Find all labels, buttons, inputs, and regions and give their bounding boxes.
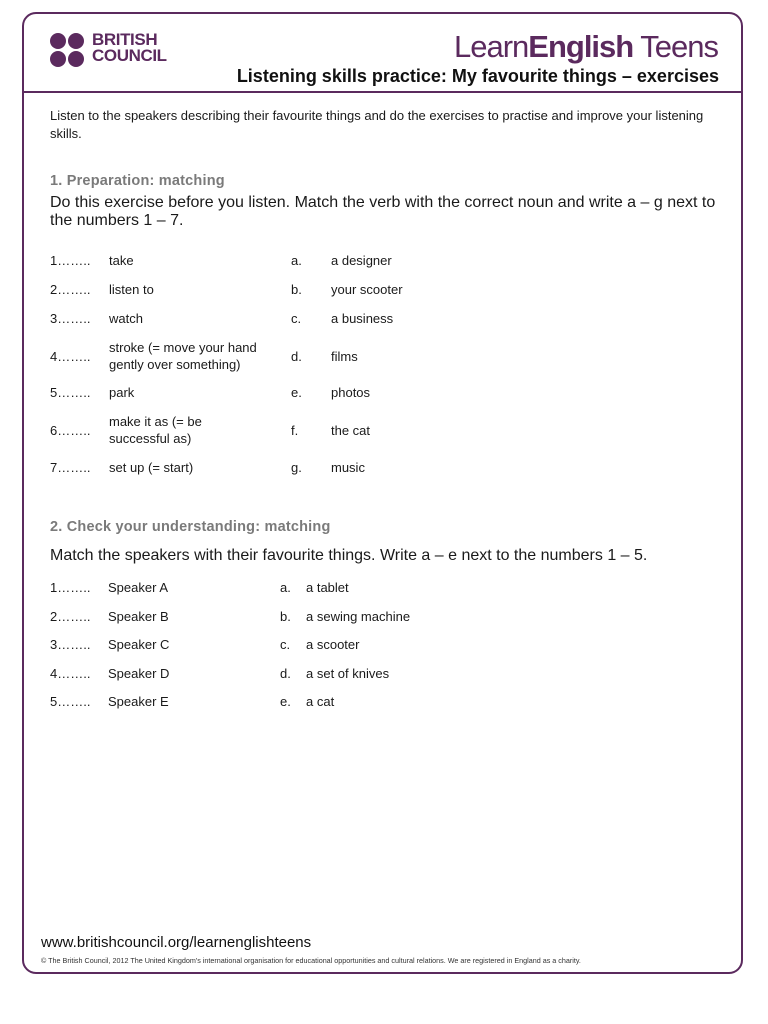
answer-blank: 3…….. bbox=[50, 637, 91, 652]
section-2 bbox=[50, 519, 720, 565]
footer-copyright: © The British Council, 2012 The United Kingdom's international organisation for educational opportunities and cultural relations. We are registered in England as a charity. bbox=[41, 956, 581, 965]
option-letter: a. bbox=[291, 253, 302, 268]
brand-line-1: BRITISH bbox=[92, 30, 158, 49]
speaker-name: Speaker A bbox=[108, 580, 168, 595]
noun-option: your scooter bbox=[331, 282, 403, 297]
answer-blank: 2…….. bbox=[50, 609, 91, 624]
favourite-thing-option: a tablet bbox=[306, 580, 349, 595]
brand-line-2: COUNCIL bbox=[92, 46, 167, 65]
answer-blank: 3…….. bbox=[50, 311, 91, 326]
verb: take bbox=[109, 253, 134, 268]
verb-line-1: make it as (= be bbox=[109, 414, 202, 429]
verb: park bbox=[109, 385, 135, 400]
section-1-instructions: Do this exercise before you listen. Match the verb with the correct noun and write a – g next to the numbers 1 – 7. bbox=[50, 194, 716, 229]
answer-blank: 6…….. bbox=[50, 423, 91, 438]
option-letter: c. bbox=[291, 311, 302, 326]
speaker-name: Speaker B bbox=[108, 609, 169, 624]
logo-english: English bbox=[528, 29, 634, 64]
list-item bbox=[50, 579, 720, 596]
favourite-thing-option: a set of knives bbox=[306, 666, 390, 681]
verb: watch bbox=[109, 311, 143, 326]
intro-text: Listen to the speakers describing their favourite things and do the exercises to practise and improve your listening skills. bbox=[50, 108, 704, 141]
section-1-heading: 1. Preparation: matching bbox=[50, 173, 225, 189]
list-item bbox=[50, 252, 720, 269]
speaker-name: Speaker C bbox=[108, 637, 170, 652]
noun-option: the cat bbox=[331, 423, 371, 438]
verb-line-1: stroke (= move your hand bbox=[109, 340, 257, 355]
list-item bbox=[50, 281, 720, 298]
answer-blank: 7…….. bbox=[50, 460, 91, 475]
list-item bbox=[50, 693, 720, 710]
option-letter: b. bbox=[291, 282, 302, 297]
verb: set up (= start) bbox=[109, 460, 194, 475]
noun-option: a business bbox=[331, 311, 394, 326]
noun-option: films bbox=[331, 349, 358, 364]
page-frame bbox=[22, 12, 743, 974]
favourite-thing-option: a sewing machine bbox=[306, 609, 411, 624]
logo-learn: Learn bbox=[453, 29, 529, 64]
favourite-thing-option: a cat bbox=[306, 694, 335, 709]
section-1 bbox=[50, 173, 720, 230]
worksheet-content bbox=[50, 107, 720, 143]
answer-blank: 2…….. bbox=[50, 282, 91, 297]
answer-blank: 4…….. bbox=[50, 666, 91, 681]
option-letter: c. bbox=[280, 637, 291, 652]
option-letter: f. bbox=[291, 423, 299, 438]
speaker-name: Speaker E bbox=[108, 694, 169, 709]
option-letter: d. bbox=[280, 666, 291, 681]
list-item bbox=[50, 608, 720, 625]
answer-blank: 4…….. bbox=[50, 349, 91, 364]
page-title: Listening skills practice: My favourite things – exercises bbox=[236, 66, 719, 86]
noun-option: a designer bbox=[331, 253, 392, 268]
logo-teens: Teens bbox=[633, 29, 718, 64]
section-2-instructions: Match the speakers with their favourite things. Write a – e next to the numbers 1 – 5. bbox=[50, 547, 648, 564]
favourite-thing-option: a scooter bbox=[306, 637, 360, 652]
option-letter: d. bbox=[291, 349, 302, 364]
brand-name bbox=[92, 32, 167, 64]
list-item bbox=[50, 384, 720, 401]
verb-line-2: gently over something) bbox=[109, 357, 241, 372]
noun-option: photos bbox=[331, 385, 371, 400]
option-letter: b. bbox=[280, 609, 291, 624]
section-2-heading: 2. Check your understanding: matching bbox=[50, 519, 331, 535]
verb: listen to bbox=[109, 282, 154, 297]
list-item bbox=[50, 310, 720, 327]
option-letter: e. bbox=[280, 694, 291, 709]
list-item bbox=[50, 339, 720, 373]
list-item bbox=[50, 665, 720, 682]
header-divider bbox=[22, 91, 743, 93]
option-letter: a. bbox=[280, 580, 291, 595]
noun-option: music bbox=[331, 460, 365, 475]
option-letter: g. bbox=[291, 460, 302, 475]
answer-blank: 1…….. bbox=[50, 253, 91, 268]
answer-blank: 1…….. bbox=[50, 580, 91, 595]
footer-url: www.britishcouncil.org/learnenglishteens bbox=[41, 934, 312, 951]
learnenglish-teens-logo bbox=[454, 30, 718, 64]
list-item bbox=[50, 413, 720, 447]
answer-blank: 5…….. bbox=[50, 385, 91, 400]
speaker-name: Speaker D bbox=[108, 666, 170, 681]
answer-blank: 5…….. bbox=[50, 694, 91, 709]
list-item bbox=[50, 459, 720, 476]
option-letter: e. bbox=[291, 385, 302, 400]
list-item bbox=[50, 636, 720, 653]
verb-line-2: successful as) bbox=[109, 431, 192, 446]
logo-dots-icon bbox=[50, 33, 88, 69]
